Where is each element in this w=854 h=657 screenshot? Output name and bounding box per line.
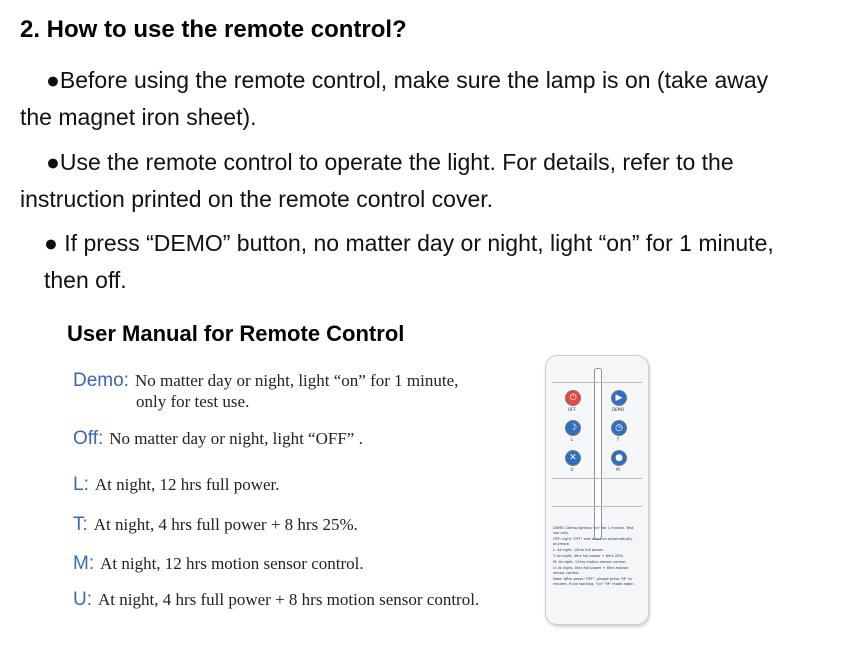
remote-button-l xyxy=(565,420,581,436)
manual-text: At night, 4 hrs full power + 8 hrs 25%. xyxy=(93,515,358,534)
remote-label-t: T xyxy=(616,437,620,442)
manual-text: No matter day or night, light “on” for 1 minute, xyxy=(134,371,459,390)
remote-divider xyxy=(552,478,642,479)
manual-text: At night, 12 hrs full power. xyxy=(94,475,280,494)
remote-button-off xyxy=(565,390,581,406)
remote-label-l: L xyxy=(570,437,574,442)
remote-label-off: OFF xyxy=(568,407,576,412)
remote-label-u: U xyxy=(570,467,574,472)
manual-item-m xyxy=(73,553,364,575)
manual-text: No matter day or night, light “OFF” . xyxy=(109,429,363,448)
manual-item-u xyxy=(73,589,479,611)
sensor-icon: ✕ xyxy=(569,453,577,463)
manual-key: L: xyxy=(73,474,89,495)
motion-icon: ● xyxy=(615,453,623,463)
remote-battery-slot xyxy=(594,368,602,540)
paragraph-line: ●Use the remote control to operate the light. For details, refer to the xyxy=(46,149,734,175)
remote-label-demo: DEMO xyxy=(611,407,625,412)
manual-key: U: xyxy=(73,589,92,610)
remote-note: M: At night, 12hrs motion sensor control. xyxy=(553,560,627,564)
manual-text: At night, 4 hrs full power + 8 hrs motion sensor control. xyxy=(98,590,480,609)
remote-button-m xyxy=(611,450,627,466)
manual-key: T: xyxy=(73,514,88,535)
remote-button-u xyxy=(565,450,581,466)
remote-note: L: At night, 12hrs full power. xyxy=(553,548,604,552)
section-heading: 2. How to use the remote control? xyxy=(20,16,407,43)
manual-title: User Manual for Remote Control xyxy=(67,321,405,346)
remote-control-image xyxy=(545,355,649,625)
remote-note: Note: After press "OFF", please press "M" to resume, if not working, "on" "M" mode again. xyxy=(553,577,635,586)
paragraph-before-use xyxy=(20,62,768,136)
remote-button-demo xyxy=(611,390,627,406)
remote-button-t xyxy=(611,420,627,436)
remote-label-m: M xyxy=(616,467,620,472)
paragraph-demo xyxy=(20,225,774,299)
remote-divider xyxy=(552,382,642,383)
remote-note: DEMO: Demo lighting "on" for 1 minute. Test use only. xyxy=(553,526,634,535)
manual-item-off xyxy=(73,428,363,450)
manual-item-l xyxy=(73,474,280,496)
manual-key: Off: xyxy=(73,428,104,449)
manual-item-t xyxy=(73,514,358,536)
manual-item-demo xyxy=(73,370,458,412)
paragraph-operate xyxy=(20,144,734,218)
remote-note: U: At night, 4hrs full power + 8hrs motion sensor control. xyxy=(553,566,629,575)
paragraph-line: then off. xyxy=(44,267,127,293)
paragraph-line: ● If press “DEMO” button, no matter day or night, light “on” for 1 minute, xyxy=(44,230,774,256)
clock-icon: ◷ xyxy=(615,423,623,433)
manual-key: Demo: xyxy=(73,370,129,391)
manual-text: At night, 12 hrs motion sensor control. xyxy=(100,554,364,573)
moon-icon: ☽ xyxy=(568,423,578,433)
remote-note: OFF: Light "OFF" and won't on automatically anymore. xyxy=(553,537,633,546)
power-icon: ⏻ xyxy=(569,393,577,403)
paragraph-line: the magnet iron sheet). xyxy=(20,104,257,130)
paragraph-line: ●Before using the remote control, make sure the lamp is on (take away xyxy=(46,67,769,93)
remote-note: T: At night, 4hrs full power + 8hrs 25%. xyxy=(553,554,624,558)
play-icon: ▶ xyxy=(615,393,623,403)
remote-divider xyxy=(552,506,642,507)
remote-instructions xyxy=(553,526,639,588)
manual-text-continued: only for test use. xyxy=(136,392,250,411)
manual-key: M: xyxy=(73,553,95,574)
paragraph-line: instruction printed on the remote control cover. xyxy=(20,186,494,212)
